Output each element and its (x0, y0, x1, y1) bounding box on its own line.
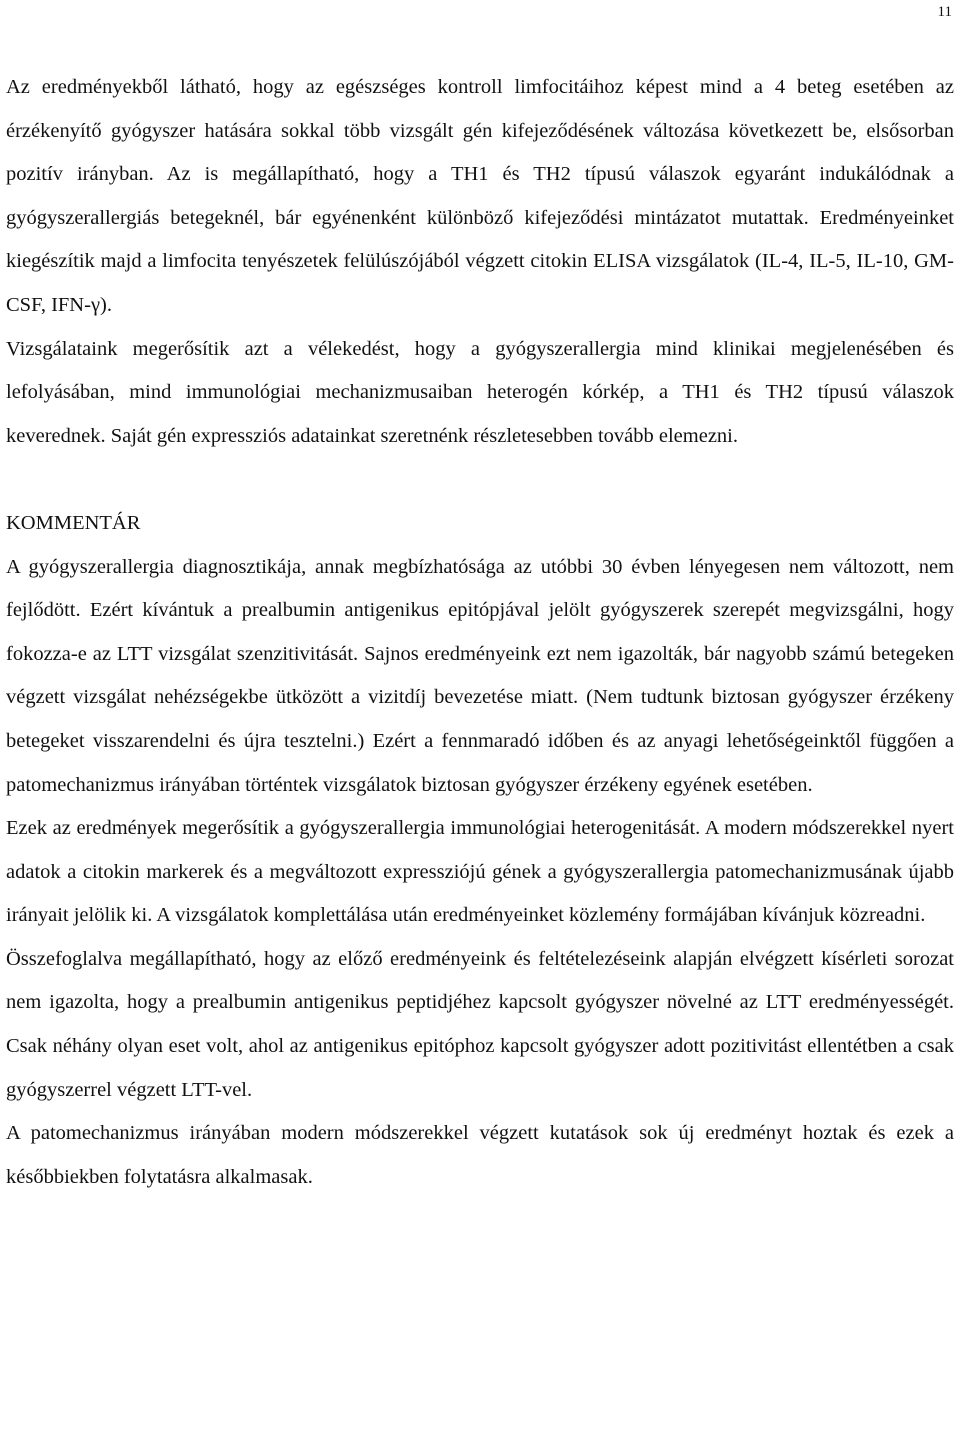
document-body (6, 66, 954, 1199)
paragraph-outlook: A patomechanizmus irányában modern módszerekkel végzett kutatások sok új eredményt hoztak és ezek a későbbiekben folytatásra alkalmasak. (6, 1122, 954, 1188)
paragraph-heterogeneity: Ezek az eredmények megerősítik a gyógyszerallergia immunológiai heterogenitását. A modern módszerekkel nyert adatok a citokin markerek és a megváltozott expressziójú gének a gyógyszerallergia patomechanizmusának újabb irányait jelölik ki. A vizsgálatok komplettálása után eredményeinket közlemény formájában kívánjuk közreadni. (6, 817, 954, 927)
paragraph-results: Az eredményekből látható, hogy az egészséges kontroll limfocitáihoz képest mind a 4 beteg esetében az érzékenyítő gyógyszer hatására sokkal több vizsgált gén kifejeződésének változása következett be, elsősorban pozitív irányban. Az is megállapítható, hogy a TH1 és TH2 típusú válaszok egyaránt indukálódnak a gyógyszerallergiás betegeknél, bár egyénenként különböző kifejeződési mintázatot mutattak. Eredményeinket kiegészítik majd a limfocita tenyészetek felülúszójából végzett citokin ELISA vizsgálatok (IL-4, IL-5, IL-10, GM-CSF, IFN-γ). (6, 76, 954, 316)
paragraph-diagnostics: A gyógyszerallergia diagnosztikája, annak megbízhatósága az utóbbi 30 évben lényegesen nem változott, nem fejlődött. Ezért kívántuk a prealbumin antigenikus epitópjával jelölt gyógyszerek szerepét megvizsgálni, hogy fokozza-e az LTT vizsgálat szenzitivitását. Sajnos eredményeink ezt nem igazolták, bár nagyobb számú betegeken végzett vizsgálat nehézségekbe ütközött a vizitdíj bevezetése miatt. (Nem tudtunk biztosan gyógyszer érzékeny betegeket visszarendelni és újra tesztelni.) Ezért a fennmaradó időben és az anyagi lehetőségeinktől függően a patomechanizmus irányában történtek vizsgálatok biztosan gyógyszer érzékeny egyének esetében. (6, 555, 954, 796)
section-heading-komment: KOMMENTÁR (6, 511, 141, 534)
paragraph-summary: Összefoglalva megállapítható, hogy az előző eredményeink és feltételezéseink alapján elvégzett kísérleti sorozat nem igazolta, hogy a prealbumin antigenikus peptidjéhez kapcsolt gyógyszer növelné az LTT eredményességét. Csak néhány olyan eset volt, ahol az antigenikus epitóphoz kapcsolt gyógyszer adott pozitivitást ellentétben a csak gyógyszerrel végzett LTT-vel. (6, 947, 954, 1101)
page-number: 11 (937, 4, 952, 20)
paragraph-conclusions: Vizsgálataink megerősítik azt a vélekedést, hogy a gyógyszerallergia mind klinikai megjelenésében és lefolyásában, mind immunológiai mechanizmusaiban heterogén kórkép, a TH1 és TH2 típusú válaszok keverednek. Saját gén expressziós adatainkat szeretnénk részletesebben tovább elemezni. (6, 337, 954, 447)
